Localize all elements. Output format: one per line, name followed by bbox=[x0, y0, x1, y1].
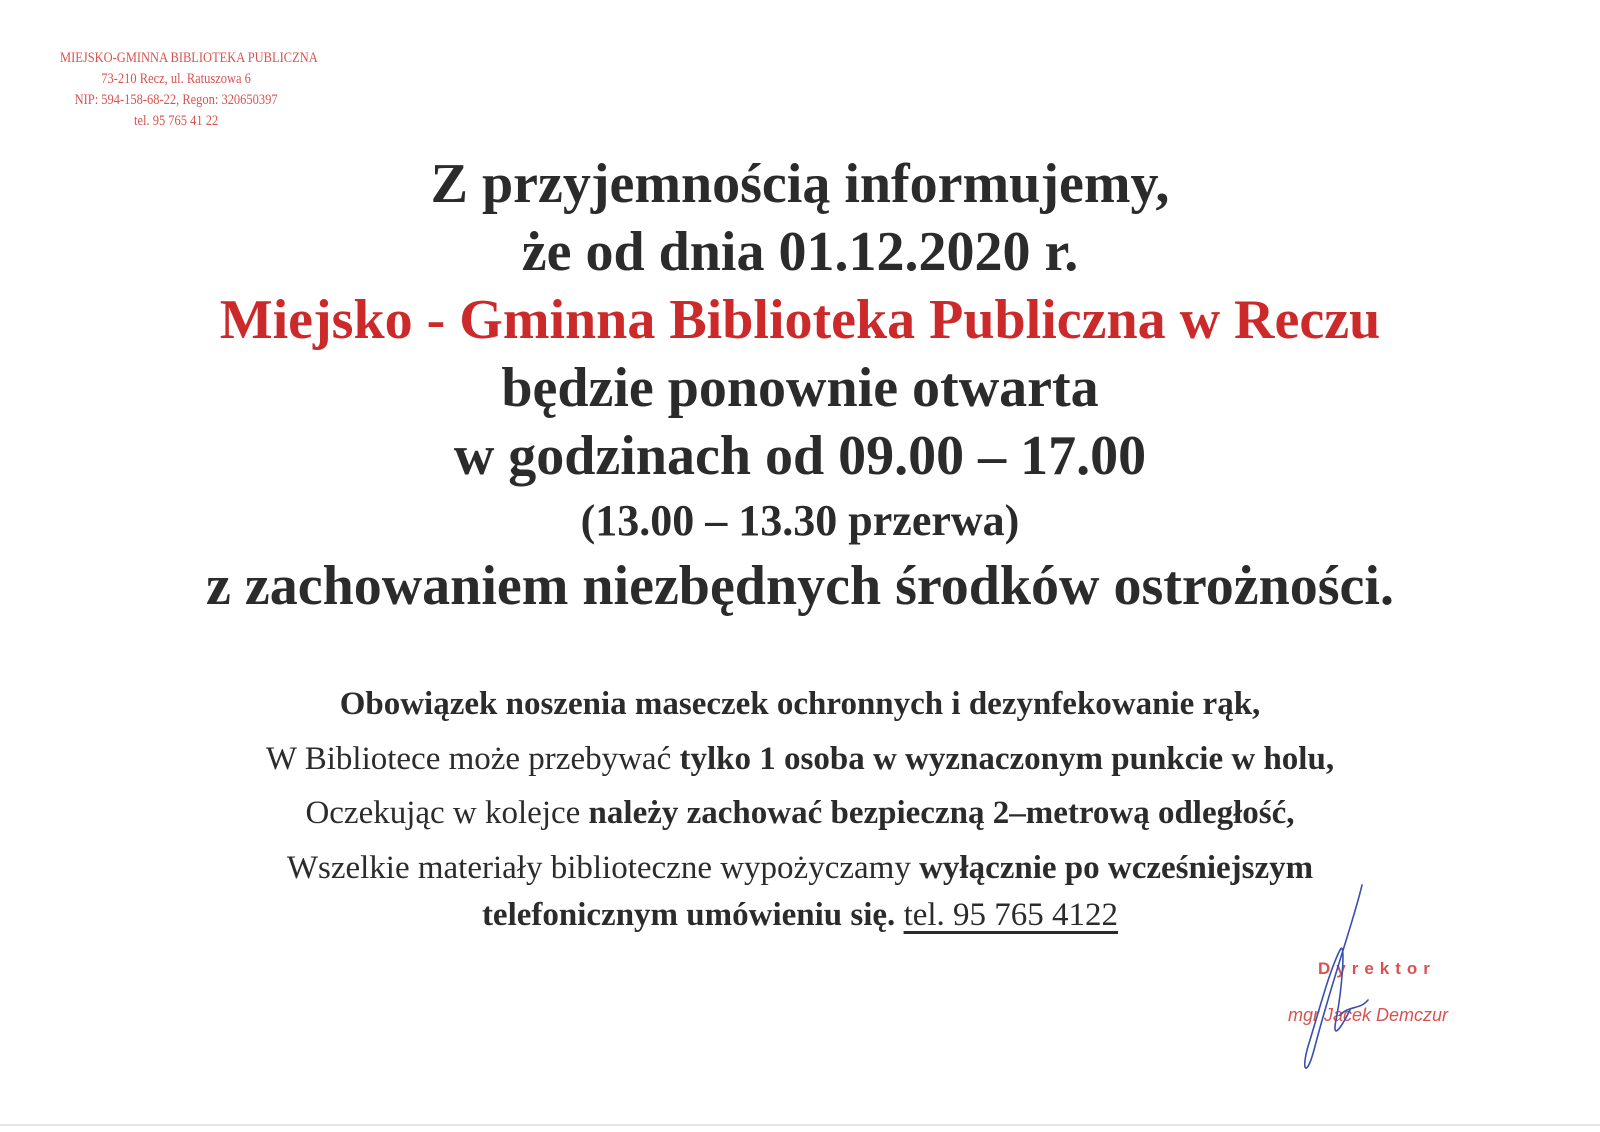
headline-break-note: (13.00 – 13.30 przerwa) bbox=[580, 496, 1020, 545]
announcement-headline bbox=[0, 150, 1600, 620]
rule-distance bbox=[0, 786, 1600, 841]
handwritten-signature-icon bbox=[1270, 880, 1470, 1080]
rule-appointment-bold: wyłącznie po wcześniejszym bbox=[919, 849, 1314, 886]
signature-title: Dyrektor bbox=[1318, 959, 1436, 978]
rule-masks-text: Obowiązek noszenia maseczek ochronnych i dezynfekowanie rąk, bbox=[339, 686, 1261, 722]
rule-distance-bold: należy zachować bezpieczną 2–metrową odległość, bbox=[588, 795, 1295, 831]
headline-library-name: Miejsko - Gminna Biblioteka Publiczna w Reczu bbox=[219, 289, 1381, 351]
rule-one-person-text: W Bibliotece może przebywać bbox=[265, 740, 680, 777]
rule-appointment-text: Wszelkie materiały biblioteczne wypożyczamy bbox=[286, 849, 920, 886]
page-bottom-edge bbox=[0, 1124, 1600, 1126]
rule-one-person bbox=[0, 732, 1600, 787]
stamp-address: 73-210 Recz, ul. Ratuszowa 6 bbox=[101, 71, 251, 87]
director-signature-block bbox=[1270, 955, 1480, 1075]
stamp-phone: tel. 95 765 41 22 bbox=[134, 113, 219, 129]
rule-appointment-cont-bold: telefonicznym umówieniu się. bbox=[481, 897, 896, 933]
library-phone-link[interactable]: tel. 95 765 4122 bbox=[903, 897, 1119, 933]
rule-masks bbox=[0, 677, 1600, 732]
headline-date: że od dnia 01.12.2020 r. bbox=[521, 221, 1079, 283]
headline-line-1: Z przyjemnością informujemy, bbox=[430, 153, 1170, 215]
headline-precautions: z zachowaniem niezbędnych środków ostrożności. bbox=[206, 555, 1394, 617]
rule-distance-text: Oczekując w kolejce bbox=[305, 795, 589, 831]
headline-reopening: będzie ponownie otwarta bbox=[501, 357, 1099, 419]
library-stamp bbox=[60, 48, 318, 132]
rule-one-person-bold: tylko 1 osoba w wyznaczonym punkcie w holu, bbox=[679, 740, 1335, 777]
stamp-nip-regon: NIP: 594-158-68-22, Regon: 320650397 bbox=[74, 92, 278, 108]
signature-name: mgr Jacek Demczur bbox=[1288, 1005, 1449, 1025]
stamp-library-name: MIEJSKO-GMINNA BIBLIOTEKA PUBLICZNA bbox=[60, 50, 318, 66]
headline-hours: w godzinach od 09.00 – 17.00 bbox=[453, 425, 1147, 487]
